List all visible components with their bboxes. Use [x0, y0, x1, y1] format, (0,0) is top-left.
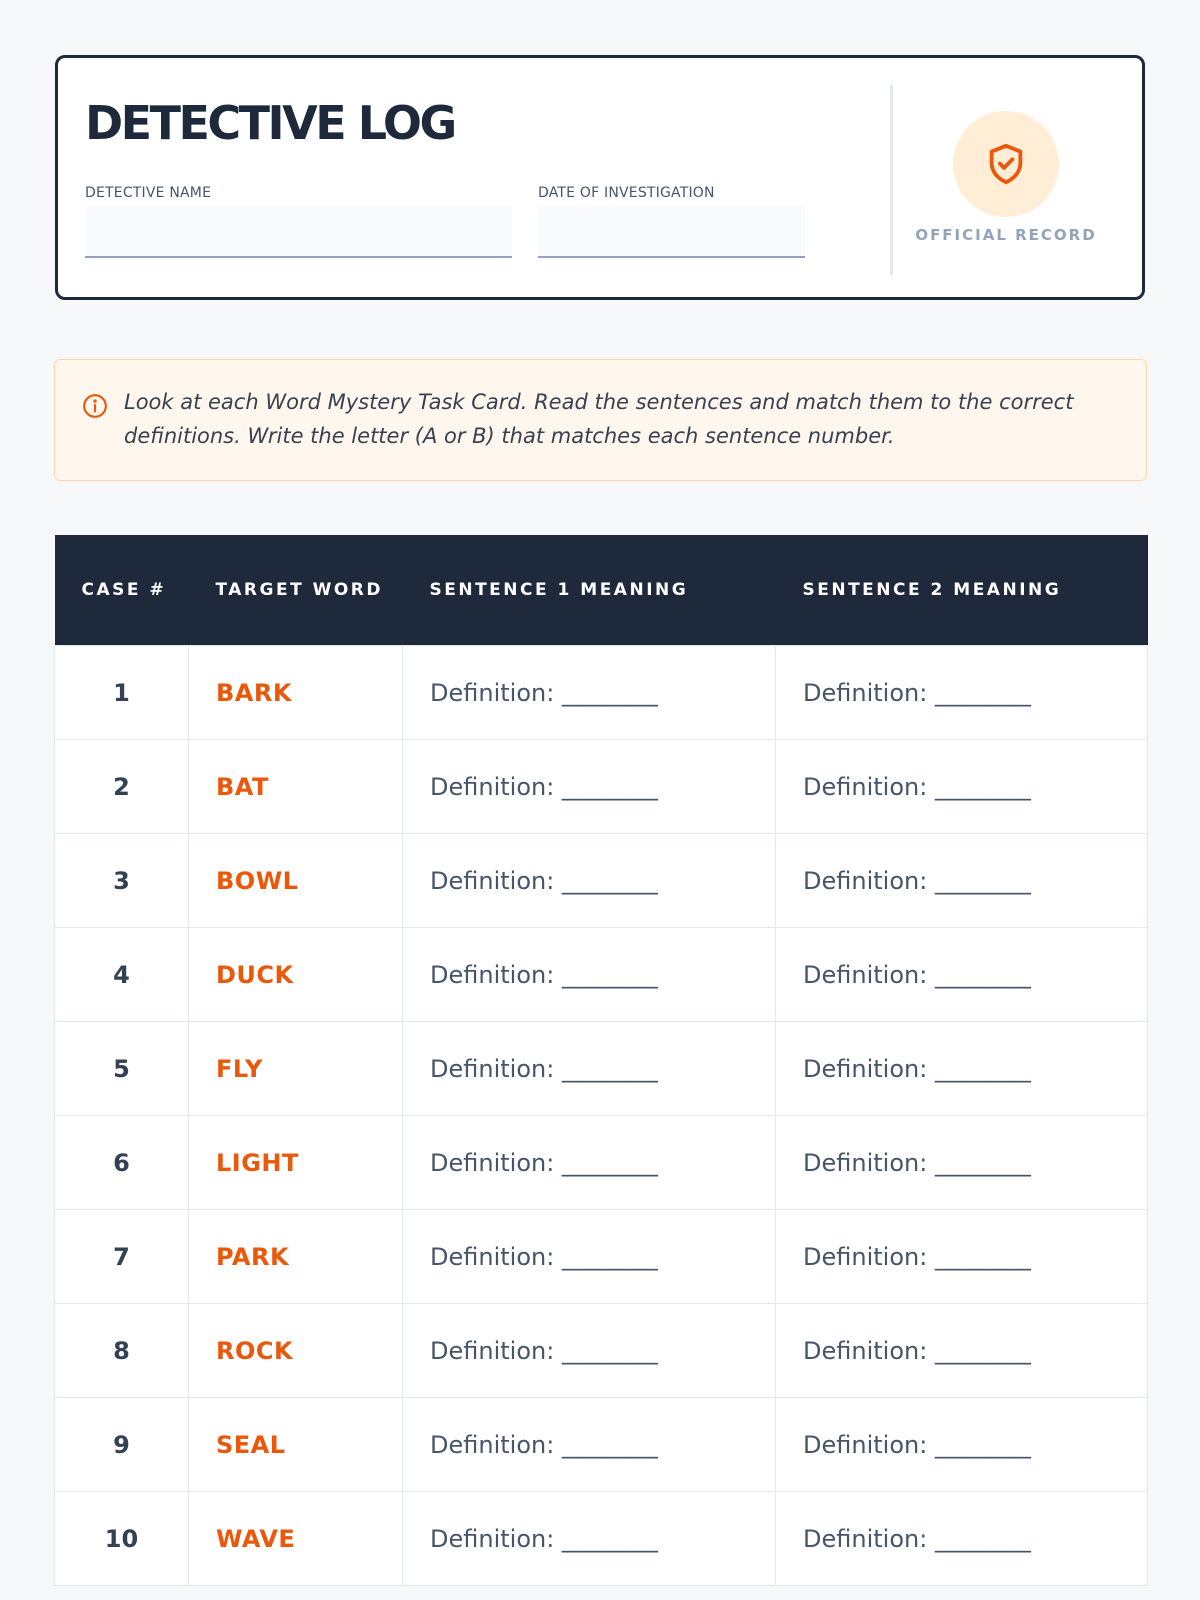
detective-name-field-group	[85, 186, 512, 258]
sentence-2-definition[interactable]: Definition: ________	[776, 1492, 1148, 1586]
sentence-2-definition[interactable]: Definition: ________	[776, 928, 1148, 1022]
case-number: 3	[55, 834, 189, 928]
page-title: DETECTIVE LOG	[85, 96, 455, 150]
sentence-2-definition[interactable]: Definition: ________	[776, 1304, 1148, 1398]
target-word: SEAL	[189, 1398, 403, 1492]
official-badge	[953, 111, 1059, 217]
detective-name-label: DETECTIVE NAME	[85, 185, 212, 201]
case-number: 4	[55, 928, 189, 1022]
table-row	[55, 1210, 1148, 1304]
table-row	[55, 834, 1148, 928]
target-word: FLY	[189, 1022, 403, 1116]
target-word: BAT	[189, 740, 403, 834]
table-row	[55, 1116, 1148, 1210]
table-row	[55, 1304, 1148, 1398]
table-row	[55, 740, 1148, 834]
target-word: ROCK	[189, 1304, 403, 1398]
sentence-2-definition[interactable]: Definition: ________	[776, 1116, 1148, 1210]
sentence-1-definition[interactable]: Definition: ________	[403, 1398, 776, 1492]
target-word: LIGHT	[189, 1116, 403, 1210]
case-number: 2	[55, 740, 189, 834]
date-label: DATE OF INVESTIGATION	[538, 185, 715, 201]
case-number: 9	[55, 1398, 189, 1492]
target-word: BOWL	[189, 834, 403, 928]
sentence-2-definition[interactable]: Definition: ________	[776, 1398, 1148, 1492]
table-row	[55, 1492, 1148, 1586]
header-case-number: CASE #	[55, 535, 189, 646]
sentence-2-definition[interactable]: Definition: ________	[776, 834, 1148, 928]
sentence-1-definition[interactable]: Definition: ________	[403, 928, 776, 1022]
case-number: 5	[55, 1022, 189, 1116]
case-number: 10	[55, 1492, 189, 1586]
target-word: BARK	[189, 646, 403, 740]
date-input[interactable]	[538, 206, 805, 258]
sentence-2-definition[interactable]: Definition: ________	[776, 1210, 1148, 1304]
sentence-1-definition[interactable]: Definition: ________	[403, 1022, 776, 1116]
header-divider	[890, 85, 893, 275]
table-row	[55, 1022, 1148, 1116]
detective-log-header	[55, 55, 1145, 300]
instructions-notice	[54, 359, 1147, 481]
table-row	[55, 646, 1148, 740]
info-icon	[82, 393, 108, 419]
case-table	[54, 535, 1148, 1586]
sentence-2-definition[interactable]: Definition: ________	[776, 646, 1148, 740]
header-sentence-2-meaning: SENTENCE 2 MEANING	[776, 535, 1148, 646]
sentence-1-definition[interactable]: Definition: ________	[403, 1304, 776, 1398]
sentence-2-definition[interactable]: Definition: ________	[776, 740, 1148, 834]
target-word: PARK	[189, 1210, 403, 1304]
target-word: DUCK	[189, 928, 403, 1022]
case-number: 6	[55, 1116, 189, 1210]
target-word: WAVE	[189, 1492, 403, 1586]
sentence-1-definition[interactable]: Definition: ________	[403, 1492, 776, 1586]
date-field-group	[538, 186, 805, 258]
instructions-text: Look at each Word Mystery Task Card. Read the sentences and match them to the correct definitions. Write the letter (A or B) that matches each sentence number.	[124, 390, 1074, 448]
header-target-word: TARGET WORD	[189, 535, 403, 646]
shield-check-icon	[983, 141, 1029, 187]
sentence-2-definition[interactable]: Definition: ________	[776, 1022, 1148, 1116]
detective-name-input[interactable]	[85, 206, 512, 258]
sentence-1-definition[interactable]: Definition: ________	[403, 1210, 776, 1304]
table-row	[55, 928, 1148, 1022]
sentence-1-definition[interactable]: Definition: ________	[403, 1116, 776, 1210]
official-record-label: OFFICIAL RECORD	[915, 226, 1097, 244]
sentence-1-definition[interactable]: Definition: ________	[403, 646, 776, 740]
table-header-row	[55, 535, 1148, 646]
header-sentence-1-meaning: SENTENCE 1 MEANING	[403, 535, 776, 646]
case-number: 8	[55, 1304, 189, 1398]
sentence-1-definition[interactable]: Definition: ________	[403, 834, 776, 928]
case-number: 1	[55, 646, 189, 740]
sentence-1-definition[interactable]: Definition: ________	[403, 740, 776, 834]
table-row	[55, 1398, 1148, 1492]
case-number: 7	[55, 1210, 189, 1304]
